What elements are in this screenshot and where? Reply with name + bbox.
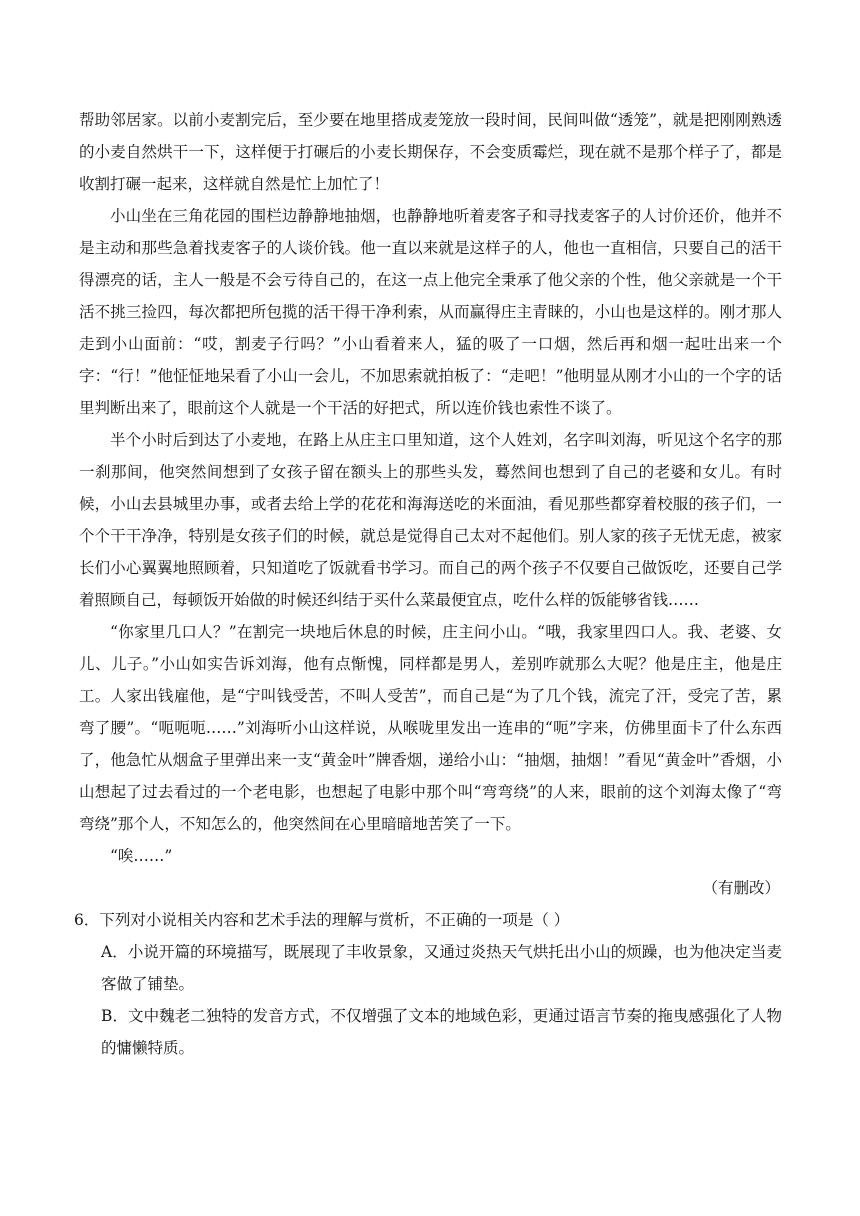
- question-6: [74, 904, 782, 1064]
- source-note: （有删改）: [702, 879, 780, 897]
- paragraph-5: “唉……”: [110, 847, 173, 865]
- paragraph-4: “你家里几口人？”在割完一块地后休息的时候，庄主问小山。“哦，我家里四口人。我、老婆、女儿、儿子。”小山如实告诉刘海，他有点惭愧，同样都是男人，差别咋就那么大呢？他是庄主，他是庄工。人家出钱雇他，是“宁叫钱受苦，不叫人受苦”，而自己是“为了几个钱，流完了汗，受完了苦，累弯了腰”。“呃呃呃……”刘海听小山这样说，从喉咙里发出一连串的“呃”字来，仿佛里面卡了什么东西了，他急忙从烟盒子里弹出来一支“黄金叶”牌香烟，递给小山：“抽烟，抽烟！”看见“黄金叶”香烟，小山想起了过去看过的一个老电影，也想起了电影中那个叫“弯弯绕”的人来，眼前的这个刘海太像了“弯弯绕”那个人，不知怎么的，他突然间在心里暗暗地苦笑了一下。: [79, 623, 782, 833]
- question-stem: 6．下列对小说相关内容和艺术手法的理解与赏析，不正确的一项是（ ）: [74, 911, 570, 929]
- option-b: B．文中魏老二独特的发音方式，不仅增强了文本的地域色彩，更通过语言节奏的拖曳感强化了人物的慵懒特质。: [101, 1007, 782, 1057]
- paragraph-3: 半个小时后到达了小麦地，在路上从庄主口里知道，这个人姓刘，名字叫刘海，听见这个名字的那一刹那间，他突然间想到了女孩子留在额头上的那些头发，蓦然间也想到了自己的老婆和女儿。有时候，小山去县城里办事，或者去给上学的花花和海海送吃的米面油，看见那些都穿着校服的孩子们，一个个干干净净，特别是女孩子们的时候，就总是觉得自己太对不起他们。别人家的孩子无忧无虑，被家长们小心翼翼地照顾着，只知道吃了饭就看书学习。而自己的两个孩子不仅要自己做饭吃，还要自己学着照顾自己，每顿饭开始做的时候还纠结于买什么菜最便宜点，吃什么样的饭能够省钱……: [79, 431, 782, 609]
- paragraph-1: 帮助邻居家。以前小麦割完后，至少要在地里搭成麦笼放一段时间，民间叫做“透笼”，就是把刚刚熟透的小麦自然烘干一下，这样便于打碾后的小麦长期保存，不会变质霉烂，现在就不是那个样子了，都是收割打碾一起来，这样就自然是忙上加忙了！: [79, 111, 782, 193]
- option-a: A．小说开篇的环境描写，既展现了丰收景象，又通过炎热天气烘托出小山的烦躁，也为他决定当麦客做了铺垫。: [101, 943, 782, 993]
- document-body: [74, 104, 782, 1064]
- paragraph-2: 小山坐在三角花园的围栏边静静地抽烟，也静静地听着麦客子和寻找麦客子的人讨价还价，他并不是主动和那些急着找麦客子的人谈价钱。他一直以来就是这样子的人，他也一直相信，只要自己的活干得漂亮的话，主人一般是不会亏待自己的，在这一点上他完全秉承了他父亲的个性，他父亲就是一个干活不挑三捡四，每次都把所包揽的活干得干净利索，从而赢得庄主青睐的，小山也是这样的。刚才那人走到小山面前：“哎，割麦子行吗？”小山看着来人，猛的吸了一口烟，然后再和烟一起吐出来一个字：“行！”他怔怔地呆看了小山一会儿，不加思索就拍板了：“走吧！”他明显从刚才小山的一个字的话里判断出来了，眼前这个人就是一个干活的好把式，所以连价钱也索性不谈了。: [79, 207, 782, 417]
